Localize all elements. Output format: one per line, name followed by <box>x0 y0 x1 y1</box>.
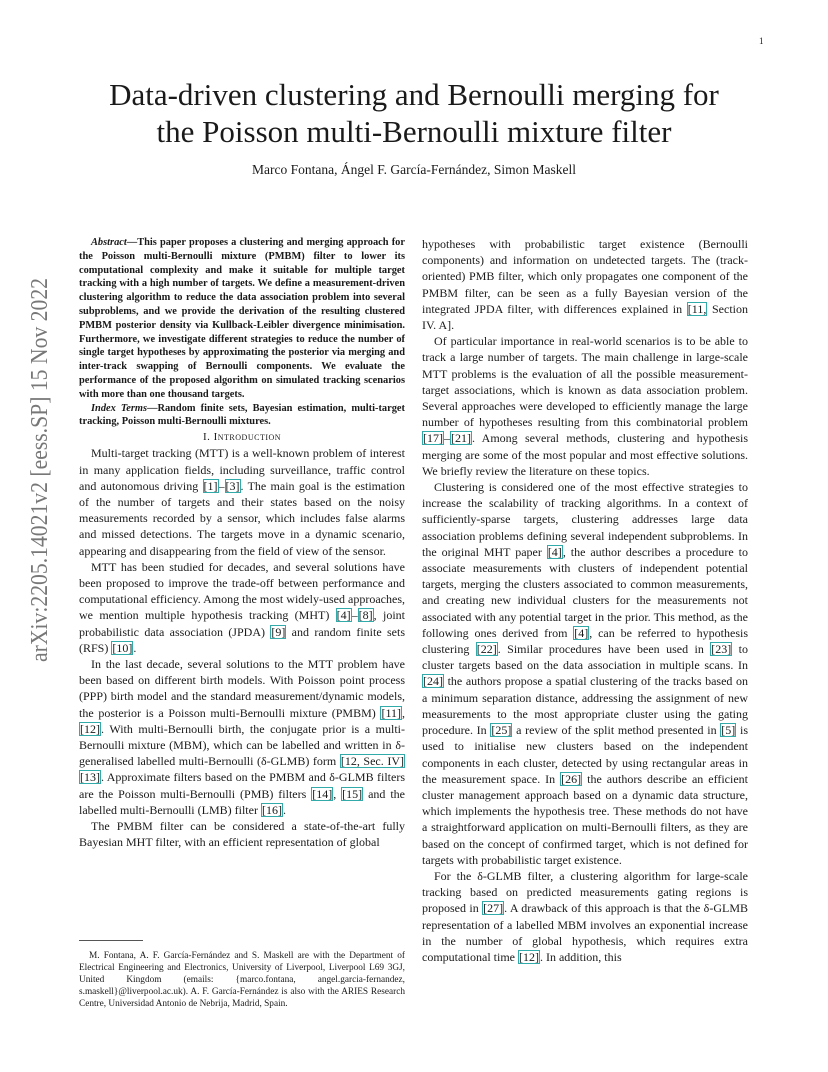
citation-link[interactable]: [3] <box>225 478 240 493</box>
citation-link[interactable]: [8] <box>358 608 373 623</box>
paragraph-text: is used to initialise new clusters based on the independent components in each cluster, detected by using rectangular areas in the measurement space. In <box>422 723 749 786</box>
author-list: Marco Fontana, Ángel F. García-Fernández, Simon Maskell <box>252 162 576 177</box>
citation-link[interactable]: [11, <box>687 301 707 316</box>
paragraph-text: Multi-target tracking (MTT) is a well-known problem of interest in many application fields, including surveillance, traffic control and autonomous driving <box>79 446 405 493</box>
citation-link[interactable]: [26] <box>561 771 582 786</box>
paragraph-text: the authors describe an efficient cluster management approach based on a dynamic data structure, which implements the hypothesis tree. These methods do not have a straightforward application on multi-Bernoulli filters, as they are based on the concept of confirmed target, which is not defined for targets with probabilistic target existence. <box>422 771 749 867</box>
paragraph-text: Clustering is considered one of the most effective strategies to increase the scalability of tracking algorithms. In a context of sufficiently-sparse targets, clustering addresses large data association problems defining several independent subproblems. In the original MHT paper <box>422 480 748 559</box>
paragraph-text: and random finite sets (RFS) <box>79 624 405 655</box>
arxiv-identifier-stamp[interactable] <box>18 278 58 662</box>
citation-link[interactable]: [4] <box>336 608 351 623</box>
paragraph-text: , can be referred to hypothesis clustering <box>422 625 749 657</box>
citation-link[interactable]: [9] <box>271 624 286 639</box>
paragraph-text: – <box>218 478 225 493</box>
paragraph-text: , the author describes a procedure to associate measurements with clusters of independent potential targets, merging the clusters associated to common measurements, and creating new individual clusters for the measurements not associated with any potential target in the prior. This method, as the following ones derived from <box>422 544 748 640</box>
right-column <box>422 236 748 965</box>
paragraph-text: Of particular importance in real-world scenarios is to be able to track a large number of targets. The main challenge in large-scale MTT problems is the evaluation of all the possible measurement-target associations, which is known as data association problem. Several approaches were developed to efficiently manage the large number of hypotheses resulting from this combinatorial problem <box>422 334 748 430</box>
paragraph-text: hypotheses with probabilistic target existence (Bernoulli components) and information on undetected targets. The (track-oriented) PMB filter, which only propagates one component of the PMBM filter, can be seen as a fully Bayesian version of the integrated JPDA filter, with differences explained in <box>422 237 748 316</box>
abstract-label: Abstract <box>91 237 127 248</box>
author-affiliation-footnote: M. Fontana, A. F. García-Fernández and S. Maskell are with the Department of Electrical Engineering and Electronics, University of Liverpool, Liverpool L69 3GJ, United Kingdom (emails: {marco.fontana, angel.garcia-fernandez, s.maskell}@liverpool.ac.uk). A. F. García-Fernández is also with the ARIES Research Centre, Universidad Antonio de Nebrija, Madrid, Spain. <box>79 951 405 1009</box>
citation-link[interactable]: [11] <box>381 705 401 720</box>
paragraph <box>422 868 748 965</box>
citation-link[interactable]: [12, Sec. IV] <box>340 754 404 769</box>
paragraph-text: – <box>351 608 358 623</box>
paragraph <box>79 559 405 656</box>
citation-link[interactable]: [10] <box>112 640 133 655</box>
paragraph-text: the authors propose a spatial clustering of the tracks based on a minimum separation distance, addressing the assignment of new measurements to the most appropriate cluster using the gating procedure. In <box>422 674 748 738</box>
paragraph <box>422 333 748 479</box>
paragraph: The PMBM filter can be considered a state-of-the-art fully Bayesian MHT filter, with an efficient representation of global <box>79 819 405 850</box>
section-heading-introduction <box>79 429 405 445</box>
paragraph-text: . <box>282 802 286 817</box>
paragraph-text: . <box>133 640 137 655</box>
citation-link[interactable]: [16] <box>261 802 282 817</box>
citation-link[interactable]: [13] <box>80 770 100 785</box>
arxiv-stamp-text: arXiv:2205.14021v2 [eess.SP] 15 Nov 2022 <box>27 278 53 662</box>
paragraph-text: . <box>451 318 455 333</box>
paragraph <box>79 656 405 818</box>
paragraph-text: . A drawback of this approach is that the δ-GLMB representation of a labelled MBM involves an exponential increase in the number of global hypothesis, which requires extra computational time <box>422 901 748 964</box>
footnote-divider <box>79 940 143 941</box>
citation-link[interactable]: [12] <box>518 949 539 964</box>
citation-link[interactable]: [25] <box>491 723 512 738</box>
citation-link[interactable]: [17] <box>423 431 443 446</box>
paragraph-text: In the last decade, several solutions to the MTT problem have been based on different birth models. With Poisson point process (PPP) birth model and the standard measurement/dynamic models, the posterior is a Poisson multi-Bernoulli mixture (PMBM) <box>79 657 405 720</box>
paragraph-text: , <box>333 786 342 801</box>
paragraph-text: . In addition, this <box>539 949 622 964</box>
paragraph-text: Section IV. A] <box>422 301 748 333</box>
index-terms-label: Index Terms <box>91 402 148 414</box>
page-number: 1 <box>759 36 764 46</box>
paragraph-text: For the δ-GLMB filter, a clustering algorithm for large-scale tracking based on predicted measurements gating regions is proposed in <box>422 868 748 916</box>
citation-link[interactable]: [22] <box>476 642 497 657</box>
title-line-2: the Poisson multi-Bernoulli mixture filter <box>156 114 672 149</box>
paragraph <box>422 479 748 868</box>
citation-link[interactable]: [1] <box>203 478 218 493</box>
citation-link[interactable]: [14] <box>312 786 333 801</box>
paragraph <box>422 236 748 333</box>
paragraph-text: . The main goal is the estimation of the number of targets and their states based on the noisy measurements recorded by a sensor, which includes false alarms and missed detections. The targets move in a dynamic scenario, appearing and disappearing from the field of view of the sensor. <box>79 478 406 558</box>
citation-link[interactable]: [4] <box>547 544 562 559</box>
abstract <box>79 236 405 402</box>
title-line-1: Data-driven clustering and Bernoulli merging for <box>109 77 719 112</box>
section-title: Introduction <box>213 431 282 444</box>
paragraph-text: , joint probabilistic data association (JPDA) <box>79 608 405 639</box>
paragraph-text: – <box>444 431 450 446</box>
paragraph-text: . Similar procedures have been used in <box>497 642 711 657</box>
paragraph-text: . Among several methods, clustering and hypothesis merging are some of the most popular and most effective solutions. We briefly review the literature on these topics. <box>422 431 748 478</box>
index-terms <box>79 402 405 430</box>
paragraph-text: to cluster targets based on the data association in multiple scans. In <box>422 642 748 673</box>
citation-link[interactable]: [23] <box>711 642 732 657</box>
paper-title <box>60 76 768 150</box>
citation-link[interactable]: [15] <box>342 786 363 801</box>
citation-link[interactable]: [12] <box>80 721 100 736</box>
paragraph-text: MTT has been studied for decades, and several solutions have been proposed to improve the trade-off between performance and computational efficiency. Among the most widely-used approaches, we mention multiple hypothesis tracking (MHT) <box>79 559 405 623</box>
paragraph-text: . Approximate filters based on the PMBM and δ-GLMB filters are the Poisson multi-Bernoulli (PMB) filters <box>79 770 405 801</box>
index-terms-text: —Random finite sets, Bayesian estimation, multi-target tracking, Poisson multi-Bernoulli mixtures. <box>79 402 405 428</box>
citation-link[interactable]: [21] <box>451 431 471 446</box>
citation-link[interactable]: [4] <box>574 625 589 640</box>
citation-link[interactable]: [24] <box>423 674 443 689</box>
citation-link[interactable]: [5] <box>721 723 736 738</box>
section-numeral: I. <box>202 431 211 444</box>
paragraph-text: . With multi-Bernoulli birth, the conjugate prior is a multi-Bernoulli mixture (MBM), which can be labelled and written in δ-generalised labelled multi-Bernoulli (δ-GLMB) form <box>79 721 405 769</box>
paragraph-text: a review of the split method presented in <box>512 723 721 738</box>
left-column <box>79 236 405 850</box>
paragraph <box>79 445 405 558</box>
paragraph-text: , <box>402 705 405 720</box>
paragraph-text: and the labelled multi-Bernoulli (LMB) filter <box>79 786 405 817</box>
abstract-text: —This paper proposes a clustering and merging approach for the Poisson multi-Bernoulli mixture (PMBM) filter to lower its computational complexity and make it suitable for multiple target tracking with a high number of targets. We define a measurement-driven clustering algorithm to reduce the data association problem into several subproblems, and we provide the derivation of the resulting clustered PMBM posterior density via Kullback-Leibler divergence minimisation. Furthermore, we investigate different strategies to reduce the number of single target hypotheses by approximating the posterior via merging and inter-track swapping of Bernoulli components. We evaluate the performance of the proposed algorithm on simulated tracking scenarios with more than one thousand targets. <box>79 237 405 400</box>
citation-link[interactable]: [27] <box>483 901 504 916</box>
